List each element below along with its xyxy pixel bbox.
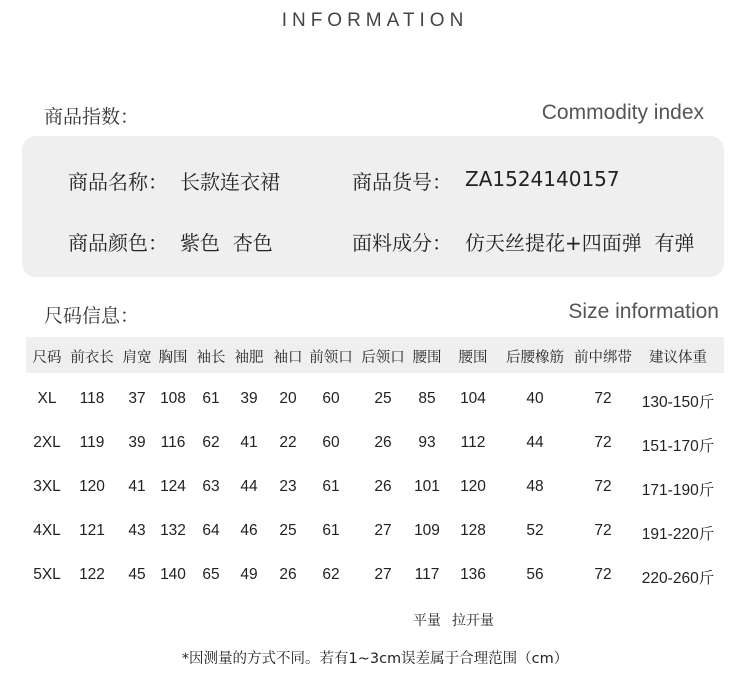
table-cell: 191-220斤 — [641, 526, 715, 543]
table-cell: 26 — [374, 434, 392, 451]
table-cell: 119 — [79, 434, 105, 451]
table-cell: 121 — [79, 522, 105, 539]
table-cell: 72 — [594, 522, 612, 539]
page-title: INFORMATION — [281, 10, 469, 31]
table-cell: 85 — [418, 390, 436, 407]
table-cell: 46 — [240, 522, 258, 539]
product-color-label: 商品颜色： — [68, 231, 168, 255]
table-cell: 61 — [322, 522, 340, 539]
table-cell: 3XL — [33, 478, 61, 495]
table-header-cell: 腰围 — [412, 350, 442, 366]
product-sku-value: ZA1524140157 — [465, 167, 620, 191]
commodity-label-en: Commodity index — [541, 101, 704, 124]
table-cell: 132 — [160, 522, 186, 539]
table-cell: 120 — [460, 478, 486, 495]
table-cell: 136 — [460, 566, 486, 583]
table-cell: 20 — [279, 390, 297, 407]
table-header-cell: 腰围 — [458, 350, 488, 366]
table-header-cell: 肩宽 — [122, 350, 152, 366]
table-cell: 49 — [240, 566, 258, 583]
table-cell: 26 — [279, 566, 297, 583]
table-cell: 108 — [160, 390, 186, 407]
table-cell: 62 — [322, 566, 340, 583]
table-cell: 171-190斤 — [641, 482, 715, 499]
table-header-cell: 袖长 — [196, 350, 226, 366]
table-header-cell: 前衣长 — [70, 350, 114, 366]
table-cell: 27 — [374, 522, 392, 539]
table-cell: 124 — [160, 478, 186, 495]
table-cell: 43 — [128, 522, 146, 539]
table-cell: 122 — [79, 566, 105, 583]
table-cell: 117 — [414, 566, 440, 583]
table-header-cell: 前中绑带 — [574, 350, 632, 366]
table-cell: 140 — [160, 566, 186, 583]
table-header-cell: 后领口 — [361, 350, 405, 366]
table-cell: 62 — [202, 434, 220, 451]
table-cell: 56 — [526, 566, 544, 583]
table-cell: 64 — [202, 522, 220, 539]
product-fabric-value: 仿天丝提花+四面弹 有弹 — [465, 231, 695, 255]
table-cell: 60 — [322, 434, 340, 451]
table-cell: 72 — [594, 434, 612, 451]
table-cell: 37 — [128, 390, 146, 407]
table-cell: 61 — [322, 478, 340, 495]
table-cell: 109 — [414, 522, 440, 539]
table-cell: 93 — [418, 434, 436, 451]
table-cell: 52 — [526, 522, 544, 539]
table-header-cell: 袖肥 — [234, 350, 264, 366]
table-cell: 120 — [79, 478, 105, 495]
table-cell: 22 — [279, 434, 297, 451]
table-cell: 40 — [526, 390, 544, 407]
note-stretch: 拉开量 — [452, 613, 494, 629]
table-cell: 45 — [128, 566, 146, 583]
size-label: 尺码信息： — [44, 305, 140, 327]
size-label-en: Size information — [568, 300, 719, 323]
table-header-cell: 袖口 — [273, 350, 303, 366]
table-cell: 130-150斤 — [641, 394, 715, 411]
table-cell: 39 — [128, 434, 146, 451]
table-cell: 63 — [202, 478, 220, 495]
table-cell: 41 — [128, 478, 146, 495]
table-header-cell: 后腰橡筋 — [506, 350, 564, 366]
table-cell: 26 — [374, 478, 392, 495]
table-cell: 118 — [79, 390, 105, 407]
table-cell: 48 — [526, 478, 544, 495]
table-cell: 72 — [594, 390, 612, 407]
table-cell: 25 — [374, 390, 392, 407]
table-header-cell: 尺码 — [32, 350, 62, 366]
table-header-cell: 建议体重 — [649, 350, 707, 366]
table-cell: 23 — [279, 478, 297, 495]
table-cell: 44 — [526, 434, 544, 451]
table-cell: 4XL — [33, 522, 61, 539]
table-cell: 65 — [202, 566, 220, 583]
table-cell: 72 — [594, 478, 612, 495]
table-cell: 112 — [460, 434, 486, 451]
table-cell: 27 — [374, 566, 392, 583]
table-header-cell: 前领口 — [309, 350, 353, 366]
table-cell: 5XL — [33, 566, 61, 583]
table-cell: 44 — [240, 478, 258, 495]
table-cell: 41 — [240, 434, 258, 451]
table-cell: 151-170斤 — [641, 438, 715, 455]
table-cell: 2XL — [33, 434, 61, 451]
table-cell: 39 — [240, 390, 258, 407]
product-color-value: 紫色 杏色 — [180, 231, 273, 255]
table-cell: 220-260斤 — [641, 570, 715, 587]
commodity-label: 商品指数： — [44, 106, 140, 128]
table-cell: 61 — [202, 390, 220, 407]
product-name-value: 长款连衣裙 — [180, 170, 280, 194]
table-header-cell: 胸围 — [158, 350, 188, 366]
table-cell: 101 — [414, 478, 440, 495]
table-cell: 104 — [460, 390, 486, 407]
product-name-label: 商品名称： — [68, 170, 168, 194]
table-cell: 116 — [160, 434, 186, 451]
product-fabric-label: 面料成分： — [352, 231, 452, 255]
note-flat: 平量 — [413, 613, 441, 629]
table-cell: 60 — [322, 390, 340, 407]
table-cell: XL — [37, 390, 57, 407]
table-cell: 72 — [594, 566, 612, 583]
table-cell: 25 — [279, 522, 297, 539]
measurement-note: *因测量的方式不同。若有1~3cm误差属于合理范围（cm） — [181, 651, 569, 667]
table-cell: 128 — [460, 522, 486, 539]
product-sku-label: 商品货号： — [352, 170, 452, 194]
